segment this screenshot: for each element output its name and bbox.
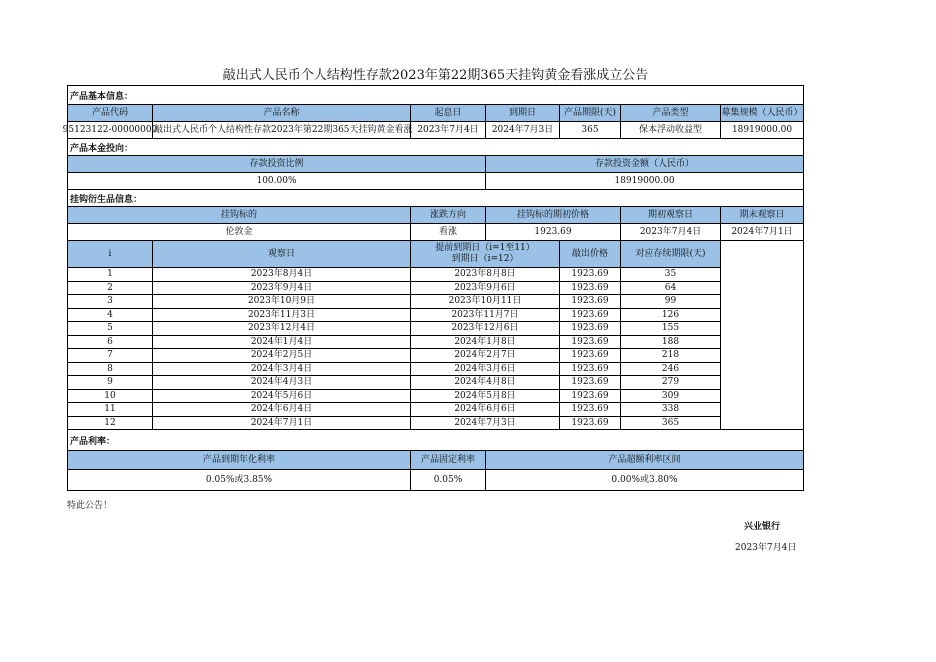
cell-duration-days: 309 bbox=[621, 390, 721, 403]
cell-knockout-price: 1923.69 bbox=[560, 390, 621, 403]
table-row bbox=[68, 309, 721, 322]
cell-early-maturity-date: 2023年10月11日 bbox=[411, 295, 560, 308]
header-deposit-ratio: 存款投资比例 bbox=[68, 156, 486, 172]
cell-observation-date: 2024年7月1日 bbox=[153, 417, 411, 430]
cell-duration-days: 155 bbox=[621, 322, 721, 335]
table-row bbox=[68, 390, 721, 403]
value-direction: 看涨 bbox=[411, 224, 486, 240]
header-excess-rate: 产品超额利率区间 bbox=[486, 451, 803, 469]
header-early-maturity-line2: 到期日（i=12） bbox=[451, 254, 519, 264]
cell-index: 11 bbox=[68, 403, 153, 416]
cell-observation-date: 2023年10月9日 bbox=[153, 295, 411, 308]
table-row bbox=[68, 417, 721, 430]
value-product-type: 保本浮动收益型 bbox=[621, 122, 721, 138]
cell-early-maturity-date: 2024年2月7日 bbox=[411, 349, 560, 362]
value-product-code: 95123122-00000000 bbox=[68, 122, 153, 138]
header-initial-price: 挂钩标的期初价格 bbox=[486, 207, 621, 223]
derivative-header-row bbox=[68, 207, 803, 223]
rate-value-row bbox=[68, 470, 803, 490]
section-principal: 产品本金投向： bbox=[70, 143, 134, 154]
header-underlying: 挂钩标的 bbox=[68, 207, 411, 223]
section-basic-info: 产品基本信息： bbox=[70, 91, 134, 102]
table-row bbox=[68, 403, 721, 416]
cell-duration-days: 365 bbox=[621, 417, 721, 430]
value-deposit-amount: 18919000.00 bbox=[614, 176, 675, 186]
header-maturity-date: 到期日 bbox=[486, 105, 560, 121]
header-raise-amount: 募集规模（人民币） bbox=[721, 105, 803, 121]
cell-observation-date: 2023年12月4日 bbox=[153, 322, 411, 335]
cell-duration-days: 279 bbox=[621, 376, 721, 389]
header-early-maturity-line1: 提前到期日（i=1至11） bbox=[435, 243, 535, 253]
cell-duration-days: 218 bbox=[621, 349, 721, 362]
table-row bbox=[68, 336, 721, 349]
table-row bbox=[68, 376, 721, 389]
cell-duration-days: 126 bbox=[621, 309, 721, 322]
cell-observation-date: 2024年6月4日 bbox=[153, 403, 411, 416]
page-title: 敲出式人民币个人结构性存款2023年第22期365天挂钩黄金看涨成立公告 bbox=[222, 68, 649, 83]
table-row bbox=[68, 349, 721, 362]
cell-duration-days: 188 bbox=[621, 336, 721, 349]
cell-index: 12 bbox=[68, 417, 153, 430]
basic-value-row bbox=[62, 122, 803, 138]
header-product-name: 产品名称 bbox=[153, 105, 411, 121]
cell-duration-days: 64 bbox=[621, 282, 721, 295]
value-start-date: 2023年7月4日 bbox=[411, 122, 486, 138]
cell-observation-date: 2024年2月5日 bbox=[153, 349, 411, 362]
value-initial-price: 1923.69 bbox=[486, 224, 621, 240]
schedule-header-row bbox=[68, 241, 803, 267]
cell-observation-date: 2024年1月4日 bbox=[153, 336, 411, 349]
header-duration-days: 对应存续期限(天) bbox=[621, 241, 721, 267]
cell-index: 1 bbox=[68, 268, 153, 281]
header-initial-obs-date: 期初观察日 bbox=[621, 207, 721, 223]
value-term-days: 365 bbox=[560, 122, 621, 138]
table-row bbox=[68, 268, 721, 281]
header-term-days: 产品期限(天) bbox=[560, 105, 621, 121]
principal-header-row bbox=[68, 156, 803, 172]
value-product-name: 敲出式人民币个人结构性存款2023年第22期365天挂钩黄金看涨 bbox=[153, 122, 411, 138]
value-raise-amount: 18919000.00 bbox=[731, 125, 793, 135]
cell-duration-days: 35 bbox=[621, 268, 721, 281]
cell-knockout-price: 1923.69 bbox=[560, 295, 621, 308]
cell-index: 9 bbox=[68, 376, 153, 389]
cell-early-maturity-date: 2024年1月8日 bbox=[411, 336, 560, 349]
cell-knockout-price: 1923.69 bbox=[560, 322, 621, 335]
announcement-date: 2023年7月4日 bbox=[735, 543, 797, 553]
closing-note: 特此公告！ bbox=[67, 501, 113, 511]
cell-duration-days: 246 bbox=[621, 363, 721, 376]
value-annual-rate: 0.05%或3.85% bbox=[68, 470, 411, 490]
header-product-type: 产品类型 bbox=[621, 105, 721, 121]
cell-observation-date: 2023年8月4日 bbox=[153, 268, 411, 281]
cell-index: 3 bbox=[68, 295, 153, 308]
cell-knockout-price: 1923.69 bbox=[560, 336, 621, 349]
cell-knockout-price: 1923.69 bbox=[560, 349, 621, 362]
value-fixed-rate: 0.05% bbox=[411, 470, 486, 490]
header-final-obs-date: 期末观察日 bbox=[721, 207, 803, 223]
cell-knockout-price: 1923.69 bbox=[560, 309, 621, 322]
cell-early-maturity-date: 2024年7月3日 bbox=[411, 417, 560, 430]
header-observation-date: 观察日 bbox=[153, 241, 411, 267]
cell-index: 10 bbox=[68, 390, 153, 403]
header-knockout-price: 敲出价格 bbox=[560, 241, 621, 267]
cell-early-maturity-date: 2024年4月8日 bbox=[411, 376, 560, 389]
cell-knockout-price: 1923.69 bbox=[560, 282, 621, 295]
header-deposit-amount: 存款投资金额（人民币） bbox=[486, 156, 803, 172]
value-underlying: 伦敦金 bbox=[68, 224, 411, 240]
header-direction: 涨跌方向 bbox=[411, 207, 486, 223]
cell-knockout-price: 1923.69 bbox=[560, 363, 621, 376]
value-initial-obs-date: 2023年7月4日 bbox=[621, 224, 721, 240]
cell-knockout-price: 1923.69 bbox=[560, 268, 621, 281]
section-rate: 产品利率： bbox=[70, 436, 116, 447]
cell-early-maturity-date: 2023年12月6日 bbox=[411, 322, 560, 335]
section-derivative: 挂钩衍生品信息： bbox=[70, 194, 143, 205]
value-deposit-ratio: 100.00% bbox=[68, 173, 486, 189]
cell-early-maturity-date: 2023年8月8日 bbox=[411, 268, 560, 281]
header-index-i: i bbox=[68, 241, 153, 267]
table-row bbox=[68, 322, 721, 335]
bank-name: 兴业银行 bbox=[744, 522, 781, 532]
cell-duration-days: 99 bbox=[621, 295, 721, 308]
cell-knockout-price: 1923.69 bbox=[560, 376, 621, 389]
header-early-maturity-date bbox=[411, 241, 560, 267]
cell-duration-days: 338 bbox=[621, 403, 721, 416]
value-maturity-date: 2024年7月3日 bbox=[486, 122, 560, 138]
cell-observation-date: 2024年5月6日 bbox=[153, 390, 411, 403]
rate-header-row bbox=[68, 451, 803, 469]
cell-index: 2 bbox=[68, 282, 153, 295]
table-row bbox=[68, 282, 721, 295]
cell-early-maturity-date: 2024年5月8日 bbox=[411, 390, 560, 403]
header-product-code: 产品代码 bbox=[68, 105, 153, 121]
cell-early-maturity-date: 2023年11月7日 bbox=[411, 309, 560, 322]
cell-index: 7 bbox=[68, 349, 153, 362]
announcement-table bbox=[62, 85, 804, 491]
cell-knockout-price: 1923.69 bbox=[560, 417, 621, 430]
cell-index: 8 bbox=[68, 363, 153, 376]
cell-knockout-price: 1923.69 bbox=[560, 403, 621, 416]
cell-index: 5 bbox=[68, 322, 153, 335]
value-final-obs-date: 2024年7月1日 bbox=[731, 227, 793, 237]
cell-observation-date: 2023年11月3日 bbox=[153, 309, 411, 322]
cell-observation-date: 2024年3月4日 bbox=[153, 363, 411, 376]
cell-observation-date: 2023年9月4日 bbox=[153, 282, 411, 295]
value-excess-rate: 0.00%或3.80% bbox=[611, 475, 678, 485]
cell-index: 4 bbox=[68, 309, 153, 322]
cell-observation-date: 2024年4月3日 bbox=[153, 376, 411, 389]
header-fixed-rate: 产品固定利率 bbox=[411, 451, 486, 469]
basic-header-row bbox=[68, 105, 803, 121]
header-start-date: 起息日 bbox=[411, 105, 486, 121]
principal-value-row bbox=[68, 173, 803, 189]
cell-early-maturity-date: 2023年9月6日 bbox=[411, 282, 560, 295]
header-annual-rate: 产品到期年化利率 bbox=[68, 451, 411, 469]
cell-early-maturity-date: 2024年3月6日 bbox=[411, 363, 560, 376]
cell-early-maturity-date: 2024年6月6日 bbox=[411, 403, 560, 416]
derivative-value-row bbox=[68, 224, 803, 240]
table-row bbox=[68, 363, 721, 376]
table-row bbox=[68, 295, 721, 308]
cell-index: 6 bbox=[68, 336, 153, 349]
